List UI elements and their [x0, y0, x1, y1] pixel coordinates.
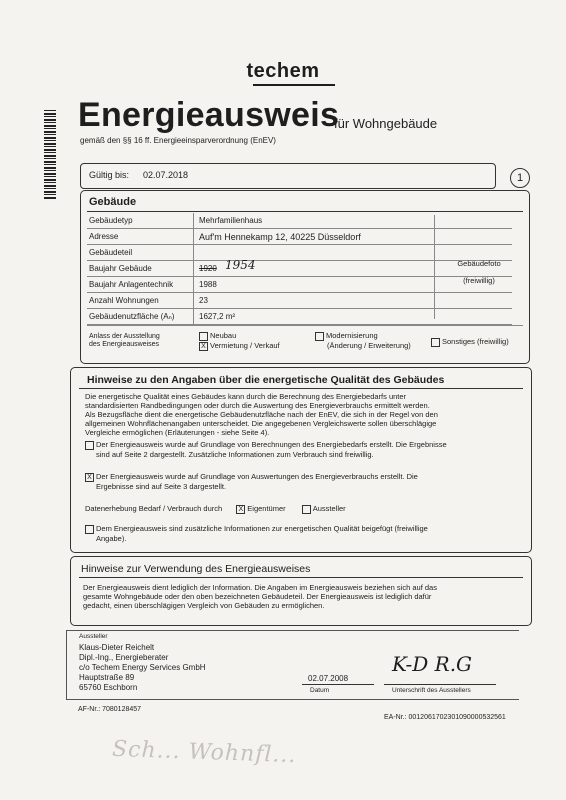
verwendung-heading: Hinweise zur Verwendung des Energieausweises — [81, 563, 311, 575]
option-neubau[interactable]: Neubau — [199, 331, 280, 341]
hinweise-heading: Hinweise zu den Angaben über die energetische Qualität des Gebäudes — [87, 374, 445, 386]
valid-label: Gültig bis: — [89, 170, 130, 180]
signature-label: Unterschrift des Ausstellers — [392, 687, 471, 694]
checkbox-vermietung[interactable]: X — [199, 342, 208, 351]
option-sonstiges[interactable]: Sonstiges (freiwillig) — [431, 337, 509, 347]
divider — [87, 211, 523, 212]
checkbox-neubau[interactable] — [199, 332, 208, 341]
page-number-badge: 1 — [510, 168, 530, 188]
anlass-options-left — [199, 331, 280, 351]
option-eigentuemer[interactable]: X Eigentümer — [236, 504, 285, 513]
row-label: Gebäudenutzfläche (Aₙ) — [89, 312, 175, 321]
gebaeude-section — [80, 190, 530, 364]
option-verbrauch[interactable]: X Der Energieausweis wurde auf Grundlage von Auswertungen des Energieverbrauchs erstellt. Die Ergebnisse sind auf Seite 3 dargestellt. — [85, 472, 418, 491]
row-value: 1627,2 m² — [199, 312, 236, 321]
pencil-note: Sch... Wohnfl... — [111, 736, 297, 769]
valid-until-value: 02.07.2018 — [143, 170, 189, 180]
aussteller-signature: K-D R.G — [392, 652, 473, 676]
barcode — [44, 110, 56, 200]
checkbox-verbrauch[interactable]: X — [85, 473, 94, 482]
row-value: Mehrfamilienhaus — [199, 216, 263, 225]
aussteller-label: Aussteller — [79, 633, 108, 640]
row-label: Baujahr Anlagentechnik — [89, 280, 174, 289]
row-label: Gebäudetyp — [89, 216, 133, 225]
photo-label: Gebäudefoto — [457, 259, 501, 268]
row-label: Gebäudeteil — [89, 248, 133, 257]
row-value: Auf'm Hennekamp 12, 40225 Düsseldorf — [199, 232, 361, 242]
checkbox-sonstiges[interactable] — [431, 338, 440, 347]
row-label: Adresse — [89, 232, 119, 241]
af-number: AF-Nr.: 7080128457 — [78, 706, 142, 713]
document-title: Energieausweis — [78, 96, 340, 134]
hinweise-intro: Die energetische Qualität eines Gebäudes kann durch die Berechnung des Energiebedarfs unter standardisierten Randbedingungen oder durch die Auswertung des Energieverbrauchs ermittelt werden. Als Bezugsfläche dient die energetische Gebäudenutzfläche nach der EnEV, die sich in der Regel von den allgemeinen Wohnflächenangaben unterscheidet. Die angegebenen Vergleichswerte sollen überschlägige Vergleiche ermöglichen (Erläuterungen - siehe Seite 4). — [85, 392, 438, 437]
verwendung-section — [70, 556, 532, 626]
gebaeudefoto-box — [434, 215, 523, 319]
date-label: Datum — [310, 687, 330, 694]
datenerhebung-label: Datenerhebung Bedarf / Verbrauch durch — [85, 504, 223, 513]
option-aussteller[interactable]: Aussteller — [302, 504, 346, 513]
baujahr-handwritten: 1954 — [225, 258, 256, 272]
ea-number: EA-Nr.: 0012061702301090000532561 — [384, 714, 506, 721]
verwendung-text: Der Energieausweis dient lediglich der Information. Die Angaben im Energieausweis beziehen sich auf das gesamte Wohngebäude oder den oben bezeichneten Gebäudeteil. Der Energieausweis ist lediglich dafür gedacht, einen überschlägigen Vergleich von Gebäuden zu ermöglichen. — [83, 583, 437, 610]
row-label: Anzahl Wohnungen — [89, 296, 159, 305]
aussteller-address: Klaus-Dieter Reichelt Dipl.-Ing., Energieberater c/o Techem Energy Services GmbH Hauptstraße 89 65760 Eschborn — [79, 643, 206, 692]
datenerhebung-row — [85, 504, 346, 514]
option-zusatzinfo[interactable]: Dem Energieausweis sind zusätzliche Informationen zur energetischen Qualität beigefügt (freiwillige Angabe). — [85, 524, 428, 543]
checkbox-modernisierung[interactable] — [315, 332, 324, 341]
hinweise-section — [70, 367, 532, 553]
row-label: Baujahr Gebäude — [89, 264, 152, 273]
legal-basis: gemäß den §§ 16 ff. Energieeinsparverordnung (EnEV) — [80, 136, 276, 145]
logo-underline — [253, 84, 335, 86]
anlass-label: Anlass der Ausstellung des Energieausweises — [89, 333, 160, 348]
checkbox-aussteller[interactable] — [302, 505, 311, 514]
row-value: 1920 — [199, 264, 217, 273]
document-title-suffix: für Wohngebäude — [334, 116, 438, 131]
row-value: 23 — [199, 296, 208, 305]
option-vermietung[interactable]: X Vermietung / Verkauf — [199, 341, 280, 351]
checkbox-bedarf[interactable] — [85, 441, 94, 450]
row-value: 1988 — [199, 280, 217, 289]
option-modernisierung[interactable]: Modernisierung (Änderung / Erweiterung) — [315, 331, 411, 351]
gebaeude-heading: Gebäude — [89, 196, 137, 208]
checkbox-eigentuemer[interactable]: X — [236, 505, 245, 514]
techem-logo: techem — [246, 60, 320, 82]
checkbox-zusatzinfo[interactable] — [85, 525, 94, 534]
validity-box — [80, 163, 496, 189]
option-bedarf[interactable]: Der Energieausweis wurde auf Grundlage von Berechnungen des Energiebedarfs erstellt. Die Ergebnisse sind auf Seite 2 dargestellt. Zusätzliche Informationen zum Verbrauch sind freiwillig. — [85, 440, 447, 459]
photo-optional-label: (freiwillig) — [463, 276, 495, 285]
aussteller-date: 02.07.2008 — [308, 674, 349, 683]
